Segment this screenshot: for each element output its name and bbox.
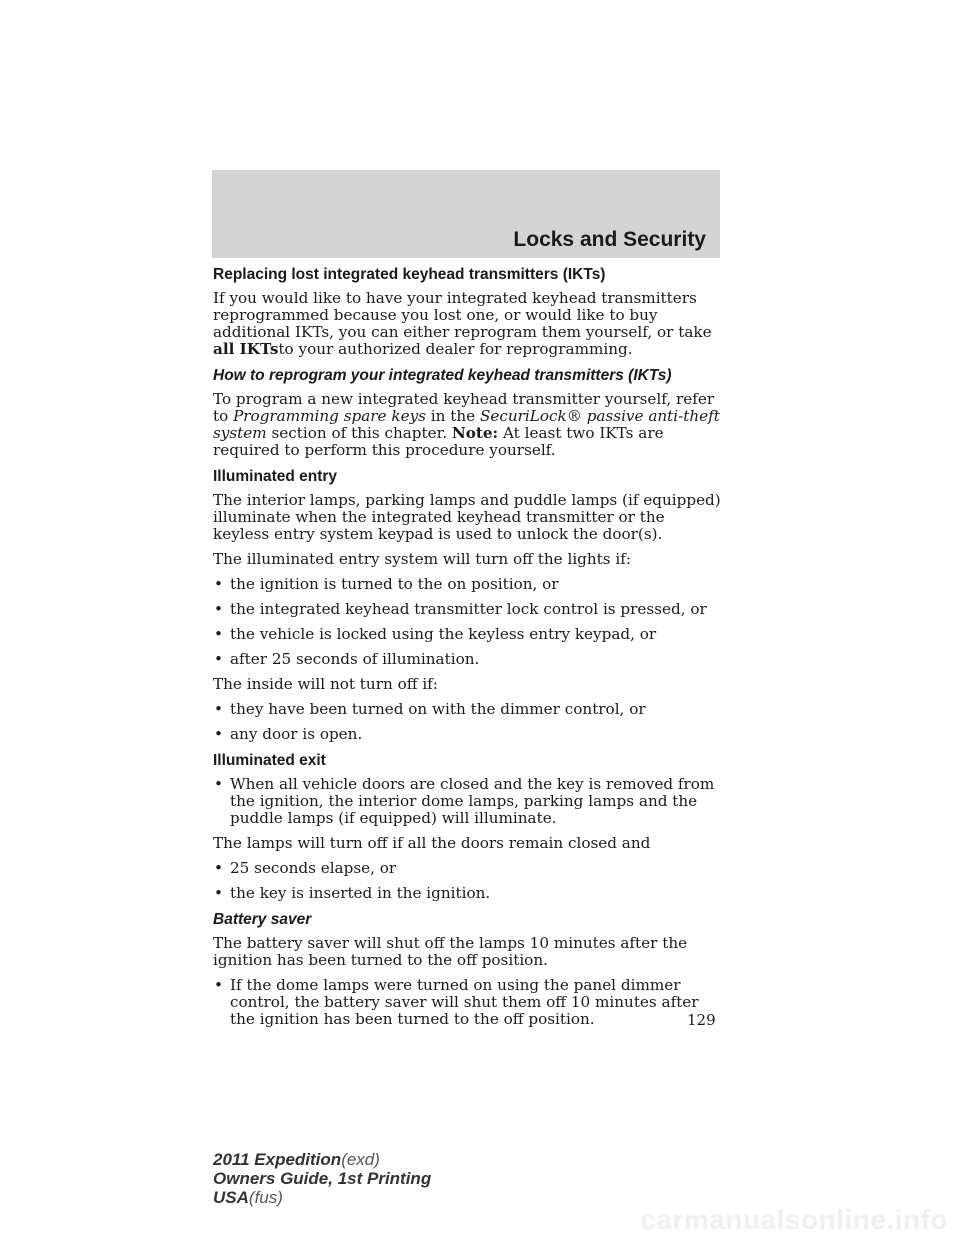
bullet-glyph: • [214, 725, 223, 743]
footer-market: USA [213, 1188, 249, 1207]
bullet-glyph: • [214, 884, 223, 902]
bullet-glyph: • [214, 575, 223, 593]
paragraph-exit-1: The lamps will turn off if all the doors remain closed and [213, 834, 651, 852]
section-title: Locks and Security [513, 228, 706, 251]
paragraph-entry-3: The inside will not turn off if: [213, 675, 438, 693]
heading-battery-saver: Battery saver [213, 911, 312, 928]
list-item: • after 25 seconds of illumination. [214, 650, 480, 668]
footer-market-code: (fus) [248, 1188, 283, 1207]
bullet-glyph: • [214, 600, 223, 618]
footer-edition: Owners Guide, 1st Printing [213, 1169, 432, 1188]
list-item: • When all vehicle doors are closed and the key is removed from the ignition, the interior dome lamps, parking lamps and the puddle lamps (if equipped) will illuminate. [214, 775, 715, 827]
print-footer [213, 1150, 431, 1207]
emphasis-all-ikts: all IKTs [213, 340, 279, 358]
paragraph-entry-2: The illuminated entry system will turn off the lights if: [213, 550, 631, 568]
list-item: • the vehicle is locked using the keyless entry keypad, or [214, 625, 657, 643]
footer-model-code: (exd) [341, 1150, 380, 1169]
page-number: 129 [687, 1011, 716, 1029]
list-item: • any door is open. [214, 725, 363, 743]
note-label: Note: [451, 424, 499, 442]
paragraph-battery-saver: The battery saver will shut off the lamps 10 minutes after the ignition has been turned to the off position. [213, 934, 688, 969]
bullet-glyph: • [214, 650, 223, 668]
list-item: • If the dome lamps were turned on using the panel dimmer control, the battery saver will shut them off 10 minutes after the ignition has been turned to the off position. [214, 976, 699, 1028]
heading-illuminated-exit: Illuminated exit [213, 752, 326, 769]
bullet-glyph: • [214, 859, 223, 877]
list-item: • the integrated keyhead transmitter lock control is pressed, or [214, 600, 707, 618]
list-item: • the key is inserted in the ignition. [214, 884, 491, 902]
bullet-glyph: • [214, 625, 223, 643]
ref-programming-spare-keys: Programming spare keys [233, 407, 426, 425]
list-item: • 25 seconds elapse, or [214, 859, 397, 877]
list-item: • they have been turned on with the dimmer control, or [214, 700, 646, 718]
paragraph-replacing-ikts: If you would like to have your integrated keyhead transmitters reprogrammed because you lost one, or would like to buy additional IKTs, you can either reprogram them yourself, or take all IKTsto your authorized dealer for reprogramming. [213, 289, 712, 358]
watermark: carmanualsonline.info [640, 1204, 948, 1235]
heading-replacing-ikts: Replacing lost integrated keyhead transmitters (IKTs) [213, 266, 606, 283]
bullet-glyph: • [214, 700, 223, 718]
section-header-band [212, 170, 720, 258]
paragraph-reprogram-ikts: To program a new integrated keyhead transmitter yourself, refer to Programming spare keys in the SecuriLock® passive anti-theft system section of this chapter. Note: At least two IKTs are required to perform this procedure yourself. [213, 390, 720, 459]
list-item: • the ignition is turned to the on position, or [214, 575, 559, 593]
ref-securilock: SecuriLock® passive anti-theft system [213, 407, 720, 442]
heading-reprogram-ikts: How to reprogram your integrated keyhead transmitters (IKTs) [213, 367, 672, 384]
bullet-glyph: • [214, 976, 223, 994]
heading-illuminated-entry: Illuminated entry [213, 468, 338, 485]
paragraph-entry-1: The interior lamps, parking lamps and puddle lamps (if equipped) illuminate when the integrated keyhead transmitter or the keyless entry system keypad is used to unlock the door(s). [213, 491, 721, 543]
footer-model: 2011 Expedition [213, 1150, 342, 1169]
page-content [213, 265, 723, 1036]
bullet-glyph: • [214, 775, 223, 793]
